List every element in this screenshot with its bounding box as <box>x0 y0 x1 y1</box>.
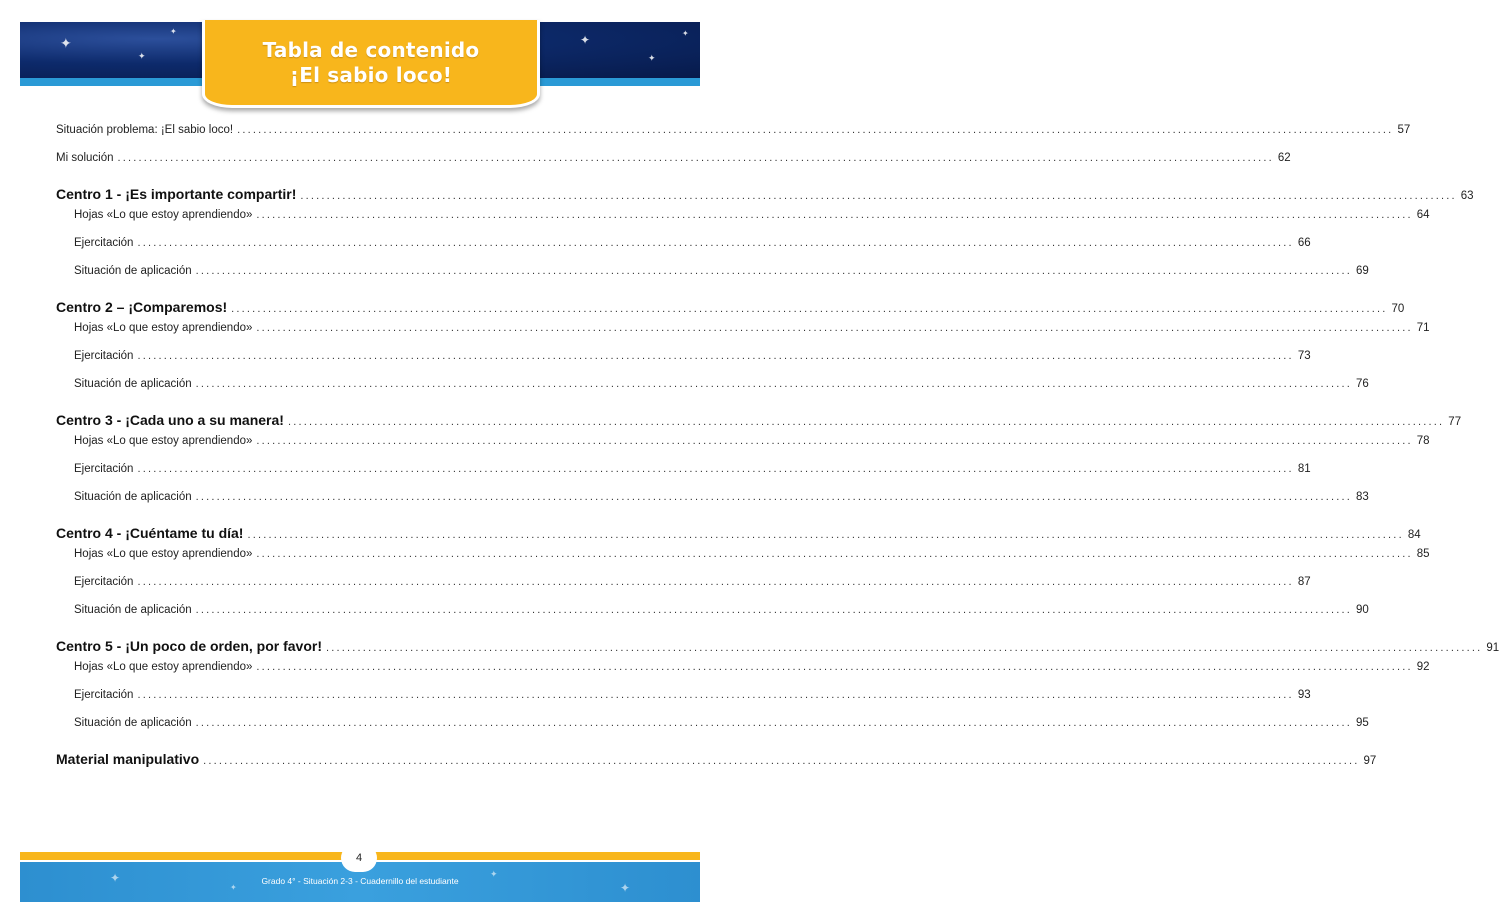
toc-entry-page: 95 <box>1356 717 1369 729</box>
toc-entry-label: Hojas «Lo que estoy aprendiendo» <box>74 209 253 221</box>
sparkle-icon: ✦ <box>490 869 498 879</box>
dot-leader: ............................................................................................................................................................................................................................ <box>195 604 1352 616</box>
sparkle-icon: ✦ <box>230 883 237 892</box>
dot-leader: ............................................................................................................................................................................................................................ <box>137 350 1294 362</box>
toc-entry-label: Situación de aplicación <box>74 265 192 277</box>
toc-entry <box>74 491 1369 503</box>
toc-entry <box>56 152 1291 164</box>
toc-entry-label: Centro 4 - ¡Cuéntame tu día! <box>56 525 244 541</box>
page-title: Tabla de contenido <box>262 37 480 62</box>
dot-leader: ............................................................................................................................................................................................................................ <box>287 416 1445 428</box>
toc-entry-page: 78 <box>1416 435 1430 447</box>
toc-entry-label: Centro 2 – ¡Comparemos! <box>56 299 228 315</box>
dot-leader: ............................................................................................................................................................................................................................ <box>326 642 1483 654</box>
dot-leader: ............................................................................................................................................................................................................................ <box>117 152 1274 164</box>
dot-leader: ............................................................................................................................................................................................................................ <box>195 265 1352 277</box>
toc-entry-page: 93 <box>1297 689 1311 701</box>
dot-leader: ............................................................................................................................................................................................................................ <box>256 209 1413 221</box>
toc-entry <box>74 463 1311 475</box>
toc-entry-page: 97 <box>1363 755 1377 767</box>
sparkle-icon: ✦ <box>620 881 631 895</box>
toc-entry-page: 63 <box>1460 190 1474 202</box>
dot-leader: ............................................................................................................................................................................................................................ <box>237 124 1394 136</box>
toc-entry-label: Situación de aplicación <box>74 717 192 729</box>
dot-leader: ............................................................................................................................................................................................................................ <box>300 190 1457 202</box>
toc-entry <box>74 265 1369 277</box>
dot-leader: ............................................................................................................................................................................................................................ <box>256 435 1413 447</box>
toc-entry-label: Hojas «Lo que estoy aprendiendo» <box>74 435 253 447</box>
toc-entry-label: Ejercitación <box>74 689 134 701</box>
dot-leader: ............................................................................................................................................................................................................................ <box>195 378 1352 390</box>
toc-entry-page: 76 <box>1356 378 1369 390</box>
toc-entry-page: 84 <box>1407 529 1421 541</box>
sparkle-icon: ✦ <box>110 871 121 885</box>
toc-entry-page: 69 <box>1356 265 1369 277</box>
sparkle-icon: ✦ <box>580 33 591 47</box>
toc-entry-label: Situación de aplicación <box>74 604 192 616</box>
dot-leader: ............................................................................................................................................................................................................................ <box>137 689 1294 701</box>
dot-leader: ............................................................................................................................................................................................................................ <box>247 529 1404 541</box>
toc-entry-label: Ejercitación <box>74 463 134 475</box>
dot-leader: ............................................................................................................................................................................................................................ <box>137 463 1294 475</box>
toc-entry-page: 83 <box>1356 491 1369 503</box>
toc-entry-label: Ejercitación <box>74 350 134 362</box>
toc-entry-page: 57 <box>1397 124 1411 136</box>
toc-entry-label: Ejercitación <box>74 576 134 588</box>
title-badge <box>202 20 540 108</box>
toc-entry <box>56 525 1421 541</box>
toc-entry-page: 70 <box>1391 303 1405 315</box>
toc-entry-label: Centro 1 - ¡Es importante compartir! <box>56 186 297 202</box>
toc-entry <box>74 548 1430 560</box>
toc-entry <box>56 751 1377 767</box>
page-number: 4 <box>341 844 377 872</box>
sparkle-icon: ✦ <box>170 27 177 36</box>
toc-entry-label: Material manipulativo <box>56 751 200 767</box>
toc-entry <box>56 412 1462 428</box>
footer-text: Grado 4° - Situación 2-3 - Cuadernillo del estudiante <box>261 876 459 886</box>
toc-entry <box>74 237 1311 249</box>
toc-entry-label: Situación de aplicación <box>74 378 192 390</box>
toc-entry-label: Situación problema: ¡El sabio loco! <box>56 124 234 136</box>
toc-entry <box>74 717 1369 729</box>
dot-leader: ............................................................................................................................................................................................................................ <box>256 661 1413 673</box>
toc-entry-page: 71 <box>1416 322 1430 334</box>
dot-leader: ............................................................................................................................................................................................................................ <box>195 717 1352 729</box>
dot-leader: ............................................................................................................................................................................................................................ <box>137 576 1294 588</box>
dot-leader: ............................................................................................................................................................................................................................ <box>203 755 1360 767</box>
toc-entry-page: 92 <box>1416 661 1430 673</box>
dot-leader: ............................................................................................................................................................................................................................ <box>195 491 1352 503</box>
toc-entry-page: 85 <box>1416 548 1430 560</box>
toc-entry-page: 73 <box>1297 350 1311 362</box>
dot-leader: ............................................................................................................................................................................................................................ <box>256 322 1413 334</box>
sparkle-icon: ✦ <box>60 35 72 51</box>
toc-entry-label: Centro 5 - ¡Un poco de orden, por favor! <box>56 638 323 654</box>
toc-entry-page: 90 <box>1356 604 1369 616</box>
sparkle-icon: ✦ <box>682 29 689 38</box>
dot-leader: ............................................................................................................................................................................................................................ <box>137 237 1294 249</box>
toc-entry-page: 64 <box>1416 209 1430 221</box>
dot-leader: ............................................................................................................................................................................................................................ <box>256 548 1413 560</box>
toc-entry <box>56 124 1411 136</box>
dot-leader: ............................................................................................................................................................................................................................ <box>231 303 1388 315</box>
toc-entry <box>74 350 1311 362</box>
toc-entry <box>74 322 1430 334</box>
toc-entry-page: 91 <box>1486 642 1499 654</box>
sparkle-icon: ✦ <box>138 51 146 61</box>
toc-entry <box>56 299 1405 315</box>
toc-entry <box>74 435 1430 447</box>
toc-entry-label: Mi solución <box>56 152 114 164</box>
toc-entry-label: Situación de aplicación <box>74 491 192 503</box>
toc-entry <box>74 576 1311 588</box>
toc-entry-page: 62 <box>1277 152 1291 164</box>
toc-entry <box>74 604 1369 616</box>
toc-entry-label: Hojas «Lo que estoy aprendiendo» <box>74 322 253 334</box>
toc-entry-page: 77 <box>1448 416 1462 428</box>
toc-entry-label: Centro 3 - ¡Cada uno a su manera! <box>56 412 284 428</box>
toc-entry-page: 87 <box>1297 576 1311 588</box>
page-subtitle: ¡El sabio loco! <box>289 62 453 87</box>
toc-entry <box>74 378 1369 390</box>
toc-entry <box>74 661 1430 673</box>
toc-entry-page: 66 <box>1297 237 1311 249</box>
toc-entry <box>74 689 1311 701</box>
toc-entry <box>56 638 1499 654</box>
toc-entry <box>56 186 1474 202</box>
toc-entry-label: Hojas «Lo que estoy aprendiendo» <box>74 548 253 560</box>
toc-entry <box>74 209 1430 221</box>
toc-entry-label: Hojas «Lo que estoy aprendiendo» <box>74 661 253 673</box>
toc-entry-label: Ejercitación <box>74 237 134 249</box>
toc-entry-page: 81 <box>1297 463 1311 475</box>
sparkle-icon: ✦ <box>648 53 656 63</box>
